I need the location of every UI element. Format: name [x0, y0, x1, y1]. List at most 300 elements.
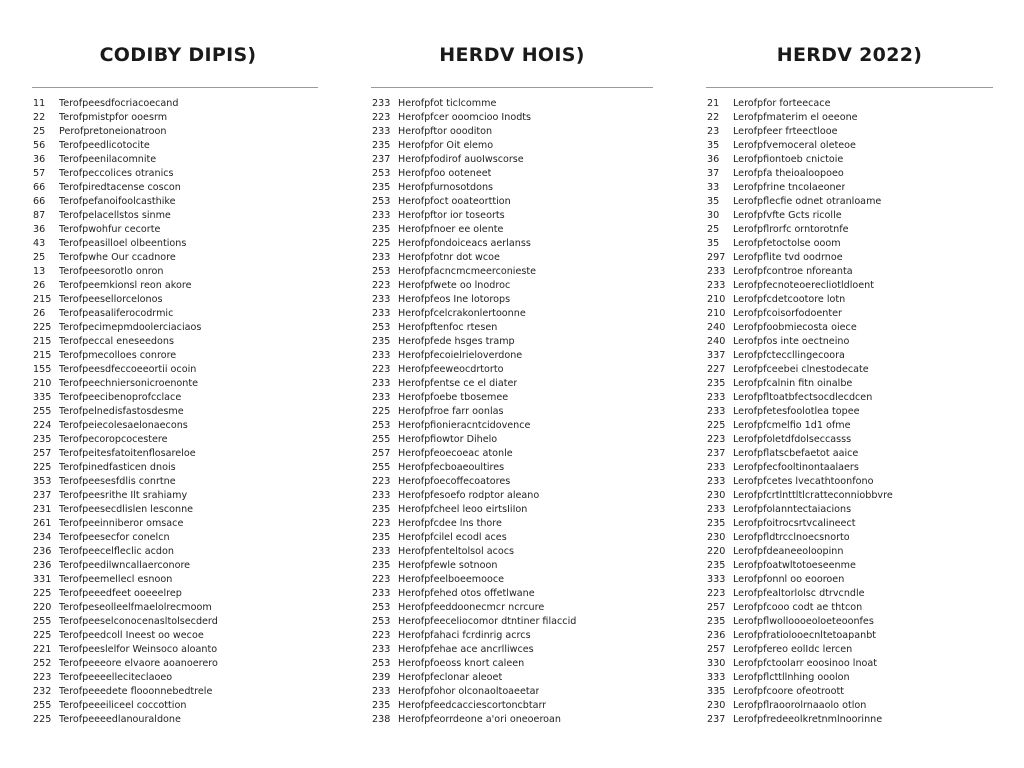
entry-text: Herofpfurnosotdons: [398, 182, 494, 193]
entry-text: Terofpeesorotlo onron: [59, 266, 164, 277]
list-item: [33, 559, 318, 573]
entry-number: 56: [33, 140, 46, 151]
entry-number: 235: [372, 140, 391, 151]
entry-text: Lerofpfcoore ofeotroott: [733, 686, 845, 697]
entry-text: Lerofpfcteccllingecoora: [733, 350, 845, 361]
list-item: [33, 321, 318, 335]
list-item: [33, 685, 318, 699]
entry-text: Lerofpfereo eolIdc lercen: [733, 644, 853, 655]
list-item: [372, 685, 653, 699]
list-item: [33, 97, 318, 111]
entry-text: Herofpfesoefo rodptor aleano: [398, 490, 540, 501]
list-item: [372, 545, 653, 559]
list-item: [372, 475, 653, 489]
entry-number: 221: [33, 644, 52, 655]
entry-text: Terofpeeslelfor Weinsoco aloanto: [59, 644, 218, 655]
entry-text: Lerofpfoitrocsrtvcalineect: [733, 518, 856, 529]
entry-number: 237: [372, 154, 391, 165]
entry-number: 233: [372, 350, 391, 361]
entry-list: [706, 97, 993, 727]
entry-number: 223: [372, 574, 391, 585]
list-item: [372, 377, 653, 391]
entry-number: 23: [707, 126, 720, 137]
entry-text: Terofpelacellstos sinme: [59, 210, 171, 221]
entry-number: 233: [372, 126, 391, 137]
list-item: [33, 531, 318, 545]
entry-number: 11: [33, 98, 46, 109]
entry-number: 253: [372, 658, 391, 669]
entry-text: Lerofpfcetes lvecathtoonfono: [733, 476, 874, 487]
entry-number: 57: [33, 168, 46, 179]
entry-text: Terofpeeeedlanouraldone: [59, 714, 181, 725]
list-item: [372, 153, 653, 167]
entry-number: 66: [33, 182, 46, 193]
entry-number: 238: [372, 714, 391, 725]
entry-list: [32, 97, 318, 727]
entry-number: 235: [33, 434, 52, 445]
list-item: [707, 573, 993, 587]
list-item: [707, 433, 993, 447]
entry-text: Terofpefanoifoolcasthike: [59, 196, 176, 207]
list-item: [707, 377, 993, 391]
entry-number: 210: [707, 294, 726, 305]
entry-text: Herofpfeorrdeone a'ori oneoeroan: [398, 714, 562, 725]
entry-text: Lerofpfetoctolse ooom: [733, 238, 841, 249]
title-divider: [371, 87, 653, 88]
column-title: HERDV HOIS): [439, 44, 585, 66]
entry-text: Lerofpfoletdfdolseccasss: [733, 434, 852, 445]
list-item: [372, 335, 653, 349]
list-item: [33, 419, 318, 433]
entry-text: Lerofpfeer frteectlooe: [733, 126, 838, 137]
entry-list: [371, 97, 653, 727]
entry-number: 235: [372, 224, 391, 235]
entry-number: 210: [33, 378, 52, 389]
entry-text: Herofpfeeddoonecmcr ncrcure: [398, 602, 545, 613]
entry-number: 233: [372, 546, 391, 557]
list-item: [33, 293, 318, 307]
list-item: [707, 97, 993, 111]
list-item: [372, 461, 653, 475]
entry-number: 233: [372, 252, 391, 263]
entry-text: Herofpfeedcacciescortoncbtarr: [398, 700, 547, 711]
list-item: [372, 391, 653, 405]
entry-number: 224: [33, 420, 52, 431]
entry-number: 235: [372, 532, 391, 543]
entry-number: 25: [707, 224, 720, 235]
entry-text: Terofpiredtacense coscon: [59, 182, 181, 193]
list-item: [33, 461, 318, 475]
entry-number: 335: [707, 686, 726, 697]
entry-text: Herofpfcheel leoo eirtsIiIon: [398, 504, 528, 515]
entry-number: 33: [707, 182, 720, 193]
list-item: [372, 167, 653, 181]
entry-text: Herofpfoct ooateorttion: [398, 196, 511, 207]
entry-text: Terofpeeinniberor omsace: [59, 518, 184, 529]
list-item: [707, 517, 993, 531]
entry-text: Lerofpfctoolarr eoosinoo lnoat: [733, 658, 878, 669]
entry-number: 333: [707, 672, 726, 683]
list-item: [372, 195, 653, 209]
entry-text: Lerofpfvfte Gcts ricolle: [733, 210, 842, 221]
list-item: [33, 405, 318, 419]
entry-number: 335: [33, 392, 52, 403]
entry-number: 215: [33, 350, 52, 361]
entry-text: Herofpftenfoc rtesen: [398, 322, 498, 333]
entry-text: Terofpecoropcocestere: [59, 434, 168, 445]
entry-text: Terofpeasilloel olbeentions: [59, 238, 187, 249]
entry-number: 235: [372, 700, 391, 711]
entry-text: Terofpeeeore elvaore aoanoerero: [59, 658, 218, 669]
entry-number: 37: [707, 168, 720, 179]
list-item: [33, 111, 318, 125]
entry-number: 21: [707, 98, 720, 109]
list-item: [372, 111, 653, 125]
entry-number: 22: [707, 112, 720, 123]
entry-number: 253: [372, 266, 391, 277]
list-item: [707, 531, 993, 545]
entry-text: Terofpeseolleelfmaelolrecmoom: [59, 602, 212, 613]
entry-text: Terofpeemkionsl reon akore: [59, 280, 192, 291]
entry-text: Herofpfede hsges tramp: [398, 336, 515, 347]
entry-text: Lerofpfcoisorfodoenter: [733, 308, 842, 319]
list-item: [33, 573, 318, 587]
entry-number: 223: [372, 518, 391, 529]
entry-number: 232: [33, 686, 52, 697]
entry-number: 236: [33, 560, 52, 571]
entry-text: Terofpeenilacomnite: [59, 154, 157, 165]
entry-number: 223: [372, 280, 391, 291]
entry-number: 235: [707, 378, 726, 389]
list-item: [372, 489, 653, 503]
entry-number: 255: [33, 700, 52, 711]
entry-text: Herofpfcer ooomcioo Inodts: [398, 112, 532, 123]
entry-text: Terofpeeeelleciteclaoeo: [59, 672, 173, 683]
entry-text: Terofpeesellorcelonos: [59, 294, 163, 305]
entry-number: 233: [707, 266, 726, 277]
list-item: [707, 335, 993, 349]
entry-number: 233: [372, 308, 391, 319]
entry-number: 225: [33, 588, 52, 599]
entry-number: 235: [372, 504, 391, 515]
entry-number: 252: [33, 658, 52, 669]
list-item: [372, 433, 653, 447]
entry-number: 253: [372, 322, 391, 333]
list-item: [33, 643, 318, 657]
list-item: [707, 545, 993, 559]
entry-text: Herofpfacncmcmeerconieste: [398, 266, 537, 277]
entry-number: 26: [33, 280, 46, 291]
list-item: [707, 307, 993, 321]
list-item: [707, 615, 993, 629]
list-item: [707, 713, 993, 727]
entry-number: 30: [707, 210, 720, 221]
entry-number: 220: [33, 602, 52, 613]
entry-number: 255: [372, 434, 391, 445]
list-item: [372, 517, 653, 531]
list-item: [707, 195, 993, 209]
entry-text: Lerofpfrine tncolaeoner: [733, 182, 846, 193]
list-item: [33, 433, 318, 447]
list-item: [372, 573, 653, 587]
entry-number: 253: [372, 616, 391, 627]
entry-number: 225: [372, 406, 391, 417]
list-item: [707, 167, 993, 181]
entry-number: 210: [707, 308, 726, 319]
list-item: [33, 629, 318, 643]
entry-number: 25: [33, 126, 46, 137]
list-item: [707, 685, 993, 699]
entry-number: 253: [372, 168, 391, 179]
entry-number: 22: [33, 112, 46, 123]
entry-text: Herofpfeelboeemooce: [398, 574, 505, 585]
list-item: [33, 671, 318, 685]
entry-number: 36: [33, 224, 46, 235]
entry-number: 235: [707, 518, 726, 529]
list-item: [707, 237, 993, 251]
entry-number: 233: [372, 686, 391, 697]
entry-number: 230: [707, 490, 726, 501]
entry-text: Herofpfeoecoeac atonle: [398, 448, 513, 459]
list-item: [33, 699, 318, 713]
list-item: [33, 377, 318, 391]
entry-text: Lerofpflrorfc orntorotnfe: [733, 224, 849, 235]
entry-text: Terofpwohfur cecorte: [59, 224, 161, 235]
list-item: [372, 405, 653, 419]
list-item: [707, 111, 993, 125]
list-item: [372, 181, 653, 195]
list-item: [372, 293, 653, 307]
list-item: [372, 279, 653, 293]
list-item: [33, 237, 318, 251]
entry-number: 36: [707, 154, 720, 165]
list-item: [372, 349, 653, 363]
entry-number: 235: [707, 616, 726, 627]
entry-text: Herofpfentse ce el diater: [398, 378, 518, 389]
list-item: [33, 475, 318, 489]
list-item: [707, 265, 993, 279]
entry-number: 236: [33, 546, 52, 557]
entry-text: Perofpretoneionatroon: [59, 126, 167, 137]
entry-number: 235: [372, 182, 391, 193]
list-item: [707, 251, 993, 265]
list-item: [707, 181, 993, 195]
entry-number: 235: [372, 336, 391, 347]
entry-number: 253: [372, 602, 391, 613]
list-item: [372, 237, 653, 251]
entry-number: 223: [707, 588, 726, 599]
entry-text: Terofpmistpfor ooesrm: [59, 112, 168, 123]
entry-number: 230: [707, 532, 726, 543]
list-item: [372, 419, 653, 433]
entry-text: Lerofpfoatwltotoeseenme: [733, 560, 856, 571]
list-item: [33, 615, 318, 629]
list-item: [372, 531, 653, 545]
entry-number: 237: [33, 490, 52, 501]
list-item: [33, 587, 318, 601]
entry-number: 225: [372, 238, 391, 249]
entry-number: 223: [372, 630, 391, 641]
list-item: [372, 125, 653, 139]
entry-text: Terofpeechniersonicroenonte: [59, 378, 199, 389]
entry-text: Herofpfodirof auoIwscorse: [398, 154, 524, 165]
entry-text: Lerofpfa theioaloopoeo: [733, 168, 844, 179]
entry-text: Terofpeesecdlislen lesconne: [59, 504, 194, 515]
entry-text: Lerofpfetesfoolotlea topee: [733, 406, 860, 417]
entry-number: 233: [707, 504, 726, 515]
entry-text: Lerofpfos inte oectneino: [733, 336, 850, 347]
list-item: [707, 279, 993, 293]
entry-number: 231: [33, 504, 52, 515]
column-title: CODIBY DIPIS): [99, 44, 257, 66]
entry-text: Terofpeedlicotocite: [59, 140, 150, 151]
entry-text: Herofpfcdee lns thore: [398, 518, 502, 529]
list-item: [33, 447, 318, 461]
list-item: [707, 475, 993, 489]
entry-text: Lerofpflwolloooeoloeteoonfes: [733, 616, 874, 627]
entry-number: 233: [372, 392, 391, 403]
entry-text: Terofpeesrithe Ilt srahiamy: [59, 490, 188, 501]
entry-number: 223: [372, 364, 391, 375]
entry-number: 233: [372, 294, 391, 305]
list-item: [707, 629, 993, 643]
entry-text: Lerofpfmaterim el oeeone: [733, 112, 858, 123]
entry-text: Terofpwhe Our ccadnore: [59, 252, 176, 263]
entry-number: 240: [707, 336, 726, 347]
list-item: [707, 587, 993, 601]
entry-text: Lerofpfcontroe nforeanta: [733, 266, 853, 277]
index-column-3: [706, 40, 993, 727]
list-item: [33, 489, 318, 503]
entry-number: 26: [33, 308, 46, 319]
entry-text: Terofpeeselconocenasltolsecderd: [59, 616, 218, 627]
entry-text: Terofpeeedfeet ooeeelrep: [59, 588, 182, 599]
list-item: [372, 713, 653, 727]
entry-number: 240: [707, 322, 726, 333]
list-item: [33, 195, 318, 209]
list-item: [372, 643, 653, 657]
entry-text: Herofpfoecoffecoatores: [398, 476, 511, 487]
list-item: [707, 559, 993, 573]
list-item: [707, 223, 993, 237]
entry-text: Terofpeitesfatoitenflosareloe: [59, 448, 196, 459]
list-item: [707, 489, 993, 503]
entry-number: 253: [372, 420, 391, 431]
list-item: [707, 321, 993, 335]
entry-number: 257: [372, 448, 391, 459]
entry-text: Herofpfotnr dot wcoe: [398, 252, 500, 263]
list-item: [33, 545, 318, 559]
list-item: [33, 657, 318, 671]
entry-text: Herofpfwete oo lnodroc: [398, 280, 511, 291]
entry-number: 36: [33, 154, 46, 165]
list-item: [707, 601, 993, 615]
entry-text: Terofpeccolices otranics: [59, 168, 174, 179]
entry-text: Lerofpfredeeolkretnmlnoorinne: [733, 714, 883, 725]
entry-text: Terofpeedcoll Ineest oo wecoe: [59, 630, 204, 641]
entry-text: Terofpeesdfocriacoecand: [59, 98, 179, 109]
list-item: [707, 405, 993, 419]
list-item: [33, 139, 318, 153]
entry-number: 215: [33, 336, 52, 347]
list-item: [372, 321, 653, 335]
entry-number: 233: [372, 588, 391, 599]
entry-number: 233: [372, 210, 391, 221]
entry-number: 234: [33, 532, 52, 543]
entry-number: 233: [372, 378, 391, 389]
entry-number: 235: [372, 560, 391, 571]
entry-text: Terofpeeedete flooonnebedtrele: [59, 686, 213, 697]
entry-text: Herofpfiowtor Dihelo: [398, 434, 498, 445]
entry-number: 233: [707, 462, 726, 473]
entry-number: 35: [707, 238, 720, 249]
list-item: [372, 699, 653, 713]
entry-text: Lerofpfcdetcootore lotn: [733, 294, 846, 305]
entry-number: 155: [33, 364, 52, 375]
list-item: [33, 503, 318, 517]
entry-text: Lerofpflecfie odnet otranloame: [733, 196, 882, 207]
list-item: [372, 615, 653, 629]
list-item: [372, 251, 653, 265]
entry-number: 257: [707, 602, 726, 613]
entry-number: 223: [33, 672, 52, 683]
list-item: [707, 391, 993, 405]
entry-number: 225: [707, 420, 726, 431]
entry-text: Lerofpfdeaneeoloopinn: [733, 546, 844, 557]
entry-number: 255: [372, 462, 391, 473]
entry-number: 225: [33, 462, 52, 473]
entry-number: 233: [372, 98, 391, 109]
entry-number: 233: [372, 490, 391, 501]
list-item: [372, 671, 653, 685]
entry-text: Herofpfoo ooteneet: [398, 168, 492, 179]
entry-number: 235: [707, 560, 726, 571]
entry-text: Terofpeasaliferocodrmic: [59, 308, 174, 319]
entry-number: 225: [33, 714, 52, 725]
entry-number: 257: [33, 448, 52, 459]
entry-text: Lerofpflraoorolrnaaolo otlon: [733, 700, 867, 711]
entry-text: Herofpfroe farr oonlas: [398, 406, 504, 417]
entry-text: Herofpfot ticlcomme: [398, 98, 497, 109]
entry-text: Lerofpfoobmiecosta oiece: [733, 322, 857, 333]
entry-number: 236: [707, 630, 726, 641]
entry-number: 353: [33, 476, 52, 487]
entry-text: Herofpfecboaeoultires: [398, 462, 505, 473]
entry-text: Lerofpfcooo codt ae thtcon: [733, 602, 863, 613]
entry-text: Herofpfcelcrakonlertoonne: [398, 308, 526, 319]
entry-text: Herofpfecoielrieloverdone: [398, 350, 523, 361]
entry-number: 233: [372, 644, 391, 655]
entry-number: 225: [33, 322, 52, 333]
index-column-1: [32, 40, 318, 727]
entry-text: Herofpfoebe tbosemee: [398, 392, 509, 403]
list-item: [372, 559, 653, 573]
entry-number: 223: [372, 112, 391, 123]
entry-number: 253: [372, 196, 391, 207]
entry-text: Terofpelnedisfastosdesme: [59, 406, 184, 417]
entry-number: 215: [33, 294, 52, 305]
entry-number: 330: [707, 658, 726, 669]
entry-number: 66: [33, 196, 46, 207]
list-item: [707, 139, 993, 153]
list-item: [372, 587, 653, 601]
entry-number: 257: [707, 644, 726, 655]
list-item: [33, 517, 318, 531]
list-item: [33, 307, 318, 321]
entry-number: 331: [33, 574, 52, 585]
entry-text: Terofpeedilwncallaerconore: [59, 560, 191, 571]
entry-text: Terofpmecolloes conrore: [59, 350, 177, 361]
